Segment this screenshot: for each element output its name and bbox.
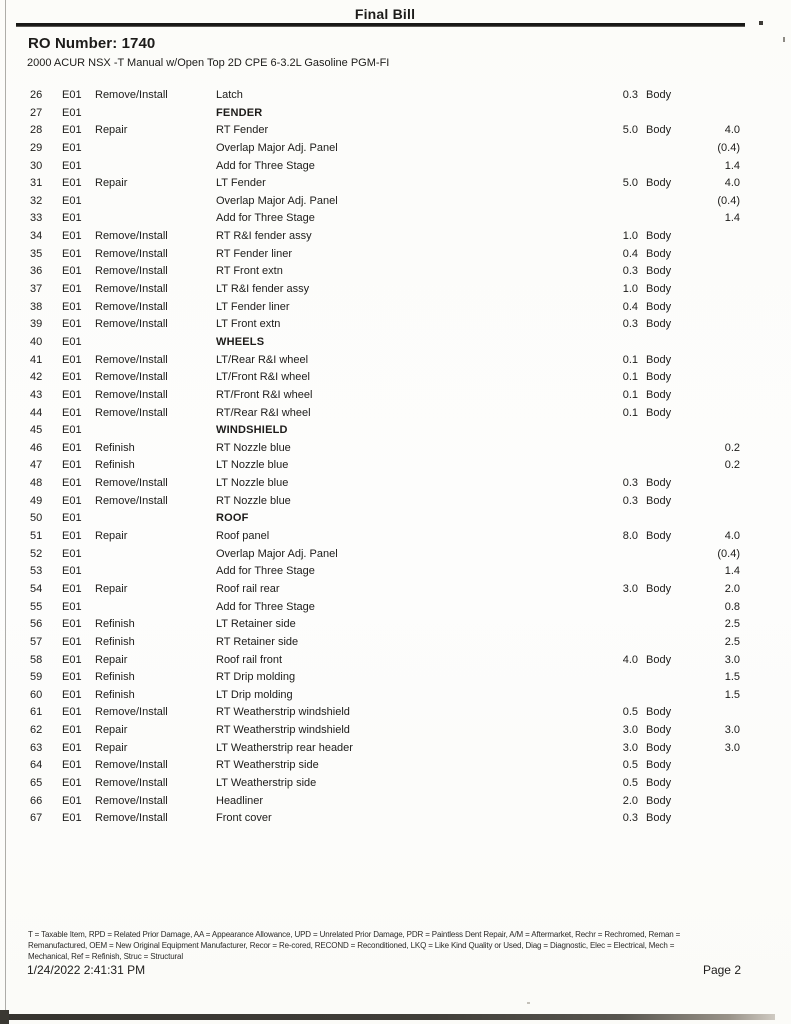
- operation-code: E01: [62, 653, 82, 666]
- operation-code: E01: [62, 741, 82, 754]
- operation-code: E01: [62, 230, 82, 243]
- operation-type: Remove/Install: [95, 371, 168, 384]
- labor-type: Body: [646, 741, 672, 754]
- labor-hours: 0.3: [622, 494, 638, 507]
- refinish-hours: 1.4: [724, 212, 740, 225]
- table-row: [0, 652, 791, 670]
- refinish-hours: (0.4): [717, 141, 740, 154]
- labor-type: Body: [646, 406, 672, 419]
- line-number: 48: [30, 477, 43, 490]
- line-description: Add for Three Stage: [216, 600, 315, 613]
- operation-code: E01: [62, 706, 82, 719]
- operation-type: Refinish: [95, 671, 135, 684]
- line-number: 34: [30, 230, 43, 243]
- labor-hours: 0.5: [622, 706, 638, 719]
- scan-tick-artifact: [783, 37, 785, 42]
- table-row: [0, 122, 791, 140]
- operation-code: E01: [62, 406, 82, 419]
- operation-code: E01: [62, 283, 82, 296]
- refinish-hours: 1.5: [724, 671, 740, 684]
- labor-type: Body: [646, 812, 672, 825]
- operation-code: E01: [62, 759, 82, 772]
- line-description: RT Weatherstrip windshield: [216, 706, 350, 719]
- table-row: [0, 299, 791, 317]
- operation-code: E01: [62, 106, 82, 119]
- labor-type: Body: [646, 530, 672, 543]
- line-description: Headliner: [216, 794, 264, 807]
- line-description: LT R&I fender assy: [216, 283, 310, 296]
- line-description: RT Fender liner: [216, 247, 293, 260]
- labor-hours: 0.3: [622, 265, 638, 278]
- labor-type: Body: [646, 371, 672, 384]
- line-number: 35: [30, 247, 43, 260]
- labor-hours: 5.0: [622, 124, 638, 137]
- operation-type: Repair: [95, 177, 128, 190]
- line-description: RT Front extn: [216, 265, 283, 278]
- labor-hours: 0.3: [622, 477, 638, 490]
- operation-type: Remove/Install: [95, 776, 168, 789]
- table-row: [0, 563, 791, 581]
- operation-type: Remove/Install: [95, 230, 168, 243]
- line-number: 58: [30, 653, 43, 666]
- line-description: LT/Rear R&I wheel: [216, 353, 309, 366]
- operation-code: E01: [62, 635, 82, 648]
- line-description: Roof panel: [216, 530, 270, 543]
- table-row: [0, 669, 791, 687]
- table-row: [0, 422, 791, 440]
- line-description: LT Weatherstrip side: [216, 776, 317, 789]
- line-number: 56: [30, 618, 43, 631]
- line-description: ROOF: [216, 512, 249, 525]
- table-row: [0, 228, 791, 246]
- labor-hours: 3.0: [622, 582, 638, 595]
- scan-speck-artifact: [527, 1002, 530, 1004]
- line-number: 66: [30, 794, 43, 807]
- document-title: Final Bill: [354, 6, 416, 22]
- operation-code: E01: [62, 600, 82, 613]
- table-row: [0, 140, 791, 158]
- labor-hours: 0.1: [622, 406, 638, 419]
- table-row: [0, 246, 791, 264]
- line-description: LT Fender liner: [216, 300, 290, 313]
- operation-type: Remove/Install: [95, 318, 168, 331]
- line-number: 60: [30, 688, 43, 701]
- refinish-hours: 1.5: [724, 688, 740, 701]
- table-row: [0, 810, 791, 828]
- line-description: Roof rail rear: [216, 582, 280, 595]
- table-row: [0, 493, 791, 511]
- operation-type: Remove/Install: [95, 477, 168, 490]
- line-description: Overlap Major Adj. Panel: [216, 141, 338, 154]
- labor-type: Body: [646, 124, 672, 137]
- line-number: 54: [30, 582, 43, 595]
- refinish-hours: 0.2: [724, 441, 740, 454]
- line-number: 33: [30, 212, 43, 225]
- refinish-hours: 2.0: [724, 582, 740, 595]
- labor-hours: 0.1: [622, 371, 638, 384]
- operation-code: E01: [62, 335, 82, 348]
- table-row: [0, 105, 791, 123]
- operation-code: E01: [62, 618, 82, 631]
- operation-code: E01: [62, 265, 82, 278]
- labor-type: Body: [646, 477, 672, 490]
- table-row: [0, 704, 791, 722]
- operation-code: E01: [62, 159, 82, 172]
- table-row: [0, 210, 791, 228]
- line-number: 47: [30, 459, 43, 472]
- abbreviation-legend: T = Taxable Item, RPD = Related Prior Damage, AA = Appearance Allowance, UPD = Unrelated Prior Damage, PDR = Paintless Dent Repair, A/M = Aftermarket, Rechr = Rechromed, Reman = Remanufactured, OEM = New Original Equipment Manufacturer, Recor = Re-cored, RECOND = Reconditioned, LKQ = Like Kind Quality or Used, Diag = Diagnostic, Elec = Electrical, Mech = Mechanical, Ref = Refinish, Struc = Structural: [28, 930, 681, 961]
- labor-hours: 3.0: [622, 741, 638, 754]
- line-number: 45: [30, 424, 43, 437]
- table-row: [0, 387, 791, 405]
- line-description: Overlap Major Adj. Panel: [216, 547, 338, 560]
- operation-code: E01: [62, 459, 82, 472]
- line-number: 39: [30, 318, 43, 331]
- labor-type: Body: [646, 776, 672, 789]
- table-row: [0, 546, 791, 564]
- table-row: [0, 263, 791, 281]
- operation-type: Remove/Install: [95, 759, 168, 772]
- table-row: [0, 334, 791, 352]
- table-row: [0, 316, 791, 334]
- line-description: LT Front extn: [216, 318, 281, 331]
- labor-hours: 1.0: [622, 230, 638, 243]
- labor-hours: 0.5: [622, 759, 638, 772]
- labor-hours: 1.0: [622, 283, 638, 296]
- table-row: [0, 405, 791, 423]
- labor-type: Body: [646, 247, 672, 260]
- line-number: 59: [30, 671, 43, 684]
- operation-code: E01: [62, 177, 82, 190]
- operation-code: E01: [62, 441, 82, 454]
- print-datetime: 1/24/2022 2:41:31 PM: [27, 963, 146, 977]
- line-description: Front cover: [216, 812, 272, 825]
- operation-code: E01: [62, 141, 82, 154]
- labor-type: Body: [646, 388, 672, 401]
- labor-type: Body: [646, 794, 672, 807]
- operation-type: Repair: [95, 741, 128, 754]
- line-description: Add for Three Stage: [216, 159, 315, 172]
- operation-code: E01: [62, 671, 82, 684]
- operation-type: Repair: [95, 124, 128, 137]
- operation-type: Repair: [95, 724, 128, 737]
- table-row: [0, 757, 791, 775]
- operation-type: Refinish: [95, 688, 135, 701]
- operation-type: Refinish: [95, 635, 135, 648]
- operation-code: E01: [62, 212, 82, 225]
- operation-code: E01: [62, 89, 82, 101]
- labor-type: Body: [646, 724, 672, 737]
- refinish-hours: 0.8: [724, 600, 740, 613]
- refinish-hours: 3.0: [724, 741, 740, 754]
- line-number: 32: [30, 194, 43, 207]
- line-description: Overlap Major Adj. Panel: [216, 194, 338, 207]
- operation-type: Remove/Install: [95, 247, 168, 260]
- line-number: 51: [30, 530, 43, 543]
- table-row: [0, 581, 791, 599]
- labor-hours: 5.0: [622, 177, 638, 190]
- operation-type: Repair: [95, 582, 128, 595]
- vehicle-description: 2000 ACUR NSX -T Manual w/Open Top 2D CPE 6-3.2L Gasoline PGM-FI: [27, 57, 390, 69]
- operation-type: Refinish: [95, 459, 135, 472]
- operation-type: Refinish: [95, 441, 135, 454]
- table-row: [0, 281, 791, 299]
- line-number: 43: [30, 388, 43, 401]
- labor-hours: 4.0: [622, 653, 638, 666]
- labor-hours: 2.0: [622, 794, 638, 807]
- operation-type: Repair: [95, 530, 128, 543]
- table-row: [0, 722, 791, 740]
- refinish-hours: 4.0: [724, 124, 740, 137]
- table-row: [0, 87, 791, 105]
- operation-code: E01: [62, 124, 82, 137]
- line-number: 49: [30, 494, 43, 507]
- line-items: [0, 87, 791, 828]
- table-row: [0, 634, 791, 652]
- line-description: FENDER: [216, 106, 263, 119]
- line-description: LT Weatherstrip rear header: [216, 741, 353, 754]
- line-number: 37: [30, 283, 43, 296]
- operation-code: E01: [62, 565, 82, 578]
- operation-code: E01: [62, 582, 82, 595]
- line-number: 50: [30, 512, 43, 525]
- line-number: 55: [30, 600, 43, 613]
- table-row: [0, 740, 791, 758]
- operation-type: Remove/Install: [95, 388, 168, 401]
- operation-code: E01: [62, 494, 82, 507]
- operation-code: E01: [62, 477, 82, 490]
- line-number: 26: [30, 89, 43, 101]
- line-number: 52: [30, 547, 43, 560]
- labor-type: Body: [646, 230, 672, 243]
- labor-hours: 0.3: [622, 812, 638, 825]
- table-row: [0, 475, 791, 493]
- header-rule: [16, 23, 745, 27]
- refinish-hours: 2.5: [724, 618, 740, 631]
- labor-type: Body: [646, 353, 672, 366]
- table-row: [0, 775, 791, 793]
- operation-code: E01: [62, 388, 82, 401]
- line-number: 57: [30, 635, 43, 648]
- operation-type: Remove/Install: [95, 706, 168, 719]
- operation-type: Remove/Install: [95, 812, 168, 825]
- labor-hours: 0.1: [622, 353, 638, 366]
- labor-type: Body: [646, 759, 672, 772]
- operation-code: E01: [62, 724, 82, 737]
- operation-code: E01: [62, 512, 82, 525]
- page-number: Page 2: [702, 963, 741, 977]
- operation-type: Repair: [95, 653, 128, 666]
- labor-type: Body: [646, 300, 672, 313]
- operation-type: Remove/Install: [95, 265, 168, 278]
- line-description: LT Nozzle blue: [216, 459, 289, 472]
- line-description: Add for Three Stage: [216, 212, 315, 225]
- operation-type: Remove/Install: [95, 794, 168, 807]
- line-number: 63: [30, 741, 43, 754]
- line-number: 64: [30, 759, 43, 772]
- line-number: 41: [30, 353, 43, 366]
- line-description: RT Weatherstrip windshield: [216, 724, 350, 737]
- line-description: RT/Front R&I wheel: [216, 388, 313, 401]
- operation-type: Remove/Install: [95, 89, 168, 101]
- line-number: 46: [30, 441, 43, 454]
- line-number: 53: [30, 565, 43, 578]
- line-number: 62: [30, 724, 43, 737]
- operation-type: Remove/Install: [95, 494, 168, 507]
- line-description: RT Drip molding: [216, 671, 296, 684]
- operation-code: E01: [62, 194, 82, 207]
- line-number: 29: [30, 141, 43, 154]
- line-description: LT/Front R&I wheel: [216, 371, 310, 384]
- table-row: [0, 616, 791, 634]
- line-number: 67: [30, 812, 43, 825]
- line-description: LT Fender: [216, 177, 266, 190]
- labor-hours: 0.3: [622, 318, 638, 331]
- labor-type: Body: [646, 706, 672, 719]
- operation-type: Remove/Install: [95, 283, 168, 296]
- line-description: LT Drip molding: [216, 688, 293, 701]
- operation-type: Remove/Install: [95, 353, 168, 366]
- table-row: [0, 510, 791, 528]
- labor-hours: 0.3: [622, 89, 638, 101]
- line-number: 44: [30, 406, 43, 419]
- line-number: 38: [30, 300, 43, 313]
- refinish-hours: 4.0: [724, 177, 740, 190]
- labor-type: Body: [646, 265, 672, 278]
- refinish-hours: (0.4): [717, 547, 740, 560]
- table-row: [0, 193, 791, 211]
- operation-type: Remove/Install: [95, 300, 168, 313]
- labor-type: Body: [646, 89, 672, 101]
- refinish-hours: 2.5: [724, 635, 740, 648]
- refinish-hours: (0.4): [717, 194, 740, 207]
- line-description: RT Nozzle blue: [216, 441, 291, 454]
- table-row: [0, 175, 791, 193]
- labor-hours: 8.0: [622, 530, 638, 543]
- labor-hours: 3.0: [622, 724, 638, 737]
- operation-code: E01: [62, 794, 82, 807]
- labor-type: Body: [646, 494, 672, 507]
- line-number: 31: [30, 177, 43, 190]
- line-description: RT Weatherstrip side: [216, 759, 319, 772]
- scan-bottom-corner: [0, 1010, 9, 1024]
- line-description: RT/Rear R&I wheel: [216, 406, 311, 419]
- table-row: [0, 528, 791, 546]
- operation-code: E01: [62, 247, 82, 260]
- labor-type: Body: [646, 177, 672, 190]
- table-row: [0, 158, 791, 176]
- table-row: [0, 369, 791, 387]
- line-description: WINDSHIELD: [216, 424, 288, 437]
- operation-code: E01: [62, 688, 82, 701]
- line-description: RT Retainer side: [216, 635, 299, 648]
- scan-bottom-band: [0, 1014, 775, 1020]
- line-description: RT Nozzle blue: [216, 494, 291, 507]
- table-row: [0, 352, 791, 370]
- labor-hours: 0.4: [622, 300, 638, 313]
- table-row: [0, 457, 791, 475]
- labor-hours: 0.1: [622, 388, 638, 401]
- labor-hours: 0.4: [622, 247, 638, 260]
- operation-code: E01: [62, 812, 82, 825]
- line-number: 65: [30, 776, 43, 789]
- line-number: 42: [30, 371, 43, 384]
- operation-code: E01: [62, 353, 82, 366]
- refinish-hours: 3.0: [724, 724, 740, 737]
- line-number: 27: [30, 106, 43, 119]
- line-number: 36: [30, 265, 43, 278]
- line-description: Latch: [216, 89, 243, 101]
- line-description: RT R&I fender assy: [216, 230, 312, 243]
- table-row: [0, 793, 791, 811]
- operation-code: E01: [62, 371, 82, 384]
- refinish-hours: 1.4: [724, 159, 740, 172]
- refinish-hours: 0.2: [724, 459, 740, 472]
- table-row: [0, 687, 791, 705]
- refinish-hours: 3.0: [724, 653, 740, 666]
- line-description: Roof rail front: [216, 653, 283, 666]
- table-row: [0, 599, 791, 617]
- operation-type: Remove/Install: [95, 406, 168, 419]
- labor-type: Body: [646, 318, 672, 331]
- refinish-hours: 4.0: [724, 530, 740, 543]
- line-number: 40: [30, 335, 43, 348]
- operation-code: E01: [62, 547, 82, 560]
- line-number: 61: [30, 706, 43, 719]
- operation-code: E01: [62, 300, 82, 313]
- labor-type: Body: [646, 582, 672, 595]
- operation-code: E01: [62, 776, 82, 789]
- line-description: LT Nozzle blue: [216, 477, 289, 490]
- refinish-hours: 1.4: [724, 565, 740, 578]
- line-description: RT Fender: [216, 124, 269, 137]
- labor-hours: 0.5: [622, 776, 638, 789]
- line-description: WHEELS: [216, 335, 265, 348]
- operation-type: Refinish: [95, 618, 135, 631]
- ro-number: RO Number: 1740: [28, 35, 156, 52]
- operation-code: E01: [62, 530, 82, 543]
- labor-type: Body: [646, 283, 672, 296]
- operation-code: E01: [62, 424, 82, 437]
- line-description: LT Retainer side: [216, 618, 296, 631]
- table-row: [0, 440, 791, 458]
- line-number: 28: [30, 124, 43, 137]
- operation-code: E01: [62, 318, 82, 331]
- line-description: Add for Three Stage: [216, 565, 315, 578]
- labor-type: Body: [646, 653, 672, 666]
- line-number: 30: [30, 159, 43, 172]
